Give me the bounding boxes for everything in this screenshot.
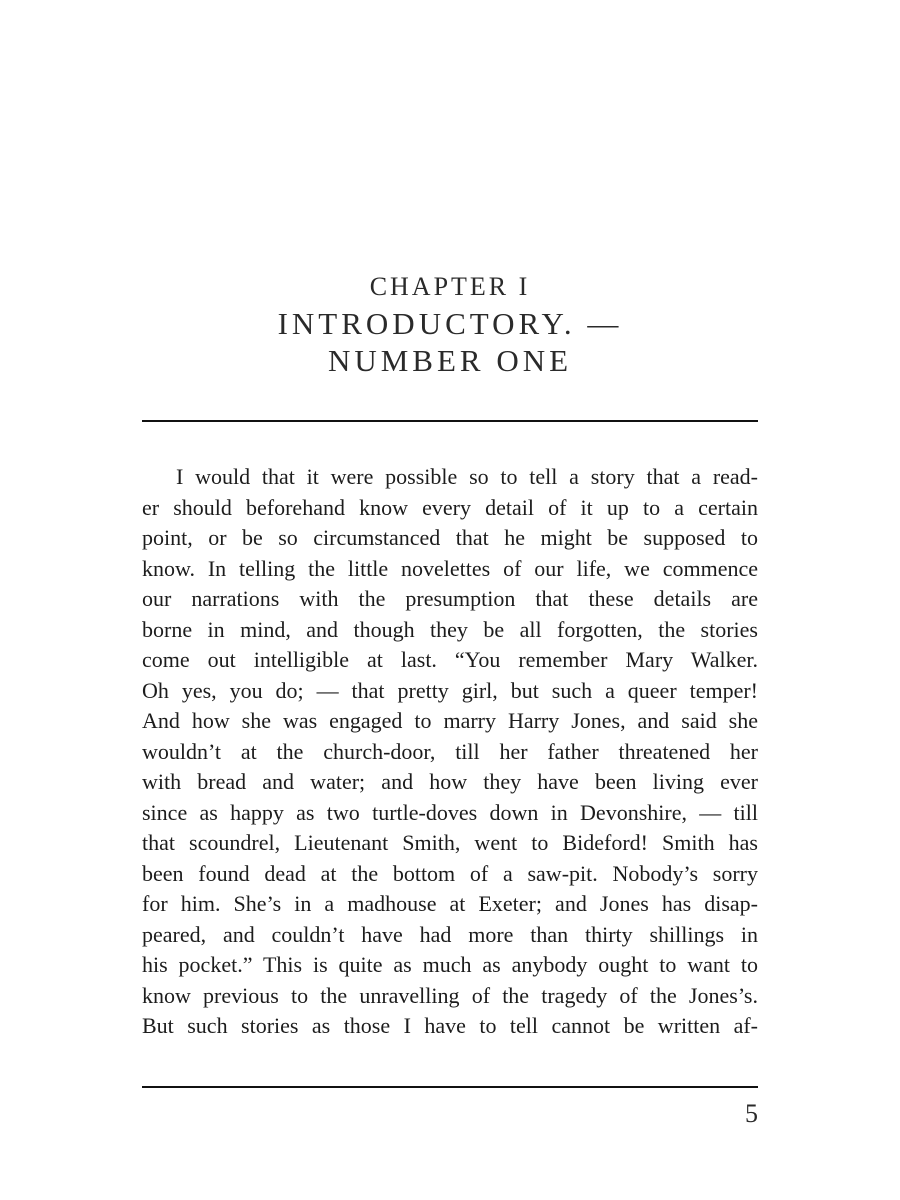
text-line: our narrations with the presumption that these details are [142, 586, 758, 611]
chapter-label: CHAPTER I [369, 272, 531, 301]
text-line: Oh yes, you do; — that pretty girl, but such a queer temper! [142, 677, 758, 703]
text-line: wouldn’t at the church-door, till her father threatened her [142, 738, 758, 764]
text-line: his pocket.” This is quite as much as anybody ought to want to [142, 952, 758, 977]
chapter-title-line-1: INTRODUCTORY. — [277, 306, 623, 341]
top-divider [142, 420, 758, 422]
text-line: point, or be so circumstanced that he might be supposed to [142, 525, 758, 550]
text-line: I would that it were possible so to tell a story that a read- [176, 464, 758, 489]
bottom-divider [142, 1086, 758, 1088]
chapter-title [0, 305, 900, 379]
chapter-title-line-2: NUMBER ONE [327, 343, 573, 378]
text-line: since as happy as two turtle-doves down in Devonshire, — till [142, 799, 758, 825]
text-line: that scoundrel, Lieutenant Smith, went to Bideford! Smith has [142, 830, 758, 855]
text-line: borne in mind, and though they be all forgotten, the stories [142, 616, 758, 642]
text-line: been found dead at the bottom of a saw-pit. Nobody’s sorry [142, 860, 758, 886]
text-line: peared, and couldn’t have had more than thirty shillings in [142, 921, 758, 947]
page-number: 5 [745, 1099, 758, 1128]
text-line: But such stories as those I have to tell cannot be written af- [142, 1013, 758, 1038]
text-line: er should beforehand know every detail of it up to a certain [142, 494, 758, 520]
text-line: for him. She’s in a madhouse at Exeter; and Jones has disap- [142, 891, 758, 916]
body-text [142, 462, 758, 1042]
text-line: come out intelligible at last. “You remember Mary Walker. [142, 647, 758, 672]
text-line: know previous to the unravelling of the tragedy of the Jones’s. [142, 982, 758, 1008]
text-line: with bread and water; and how they have been living ever [142, 769, 758, 794]
text-line: And how she was engaged to marry Harry Jones, and said she [142, 708, 758, 733]
text-line: know. In telling the little novelettes of our life, we commence [142, 555, 758, 581]
